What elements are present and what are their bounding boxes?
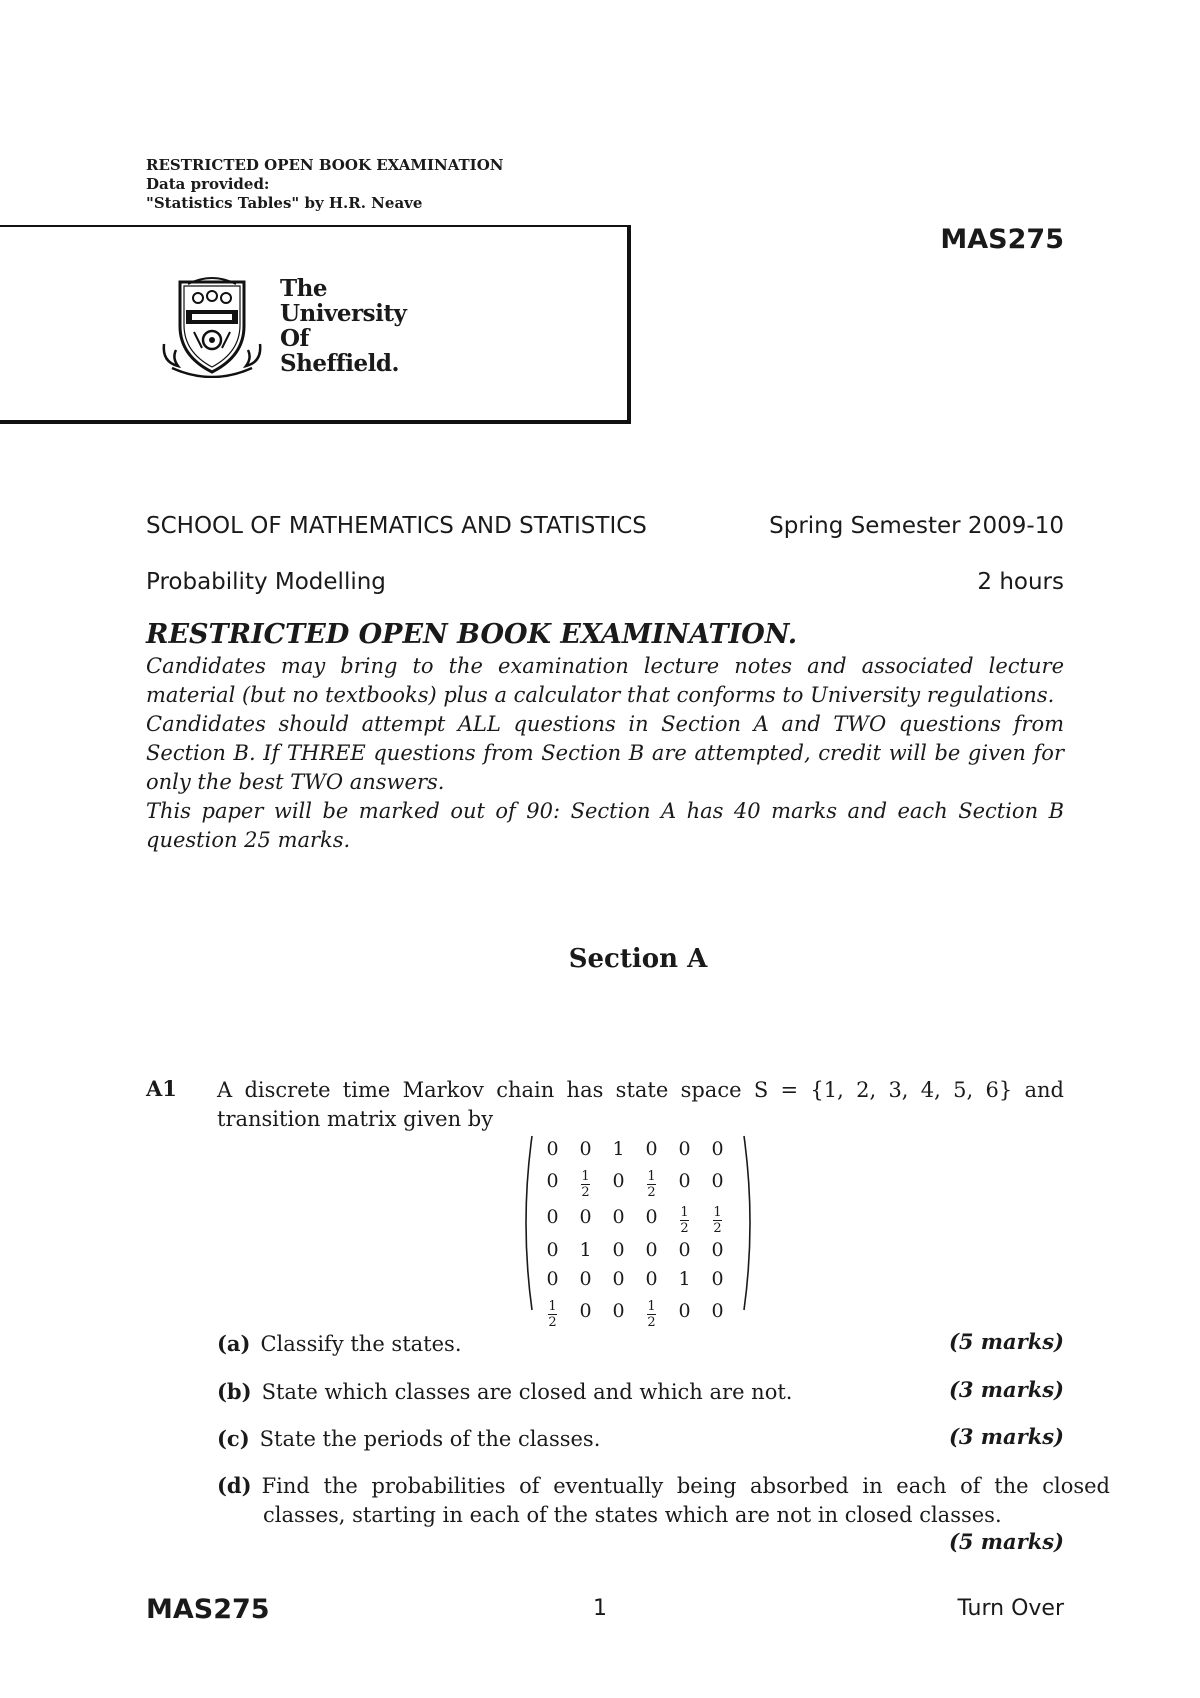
matrix-fraction: $\frac{1}{2}$	[647, 1169, 656, 1200]
question-part	[217, 1471, 1110, 1530]
matrix-row	[536, 1163, 734, 1199]
matrix-cell: 0	[645, 1238, 658, 1261]
part-label: (d)	[217, 1473, 252, 1498]
matrix-cell: 0	[711, 1170, 724, 1192]
part-label: (a)	[217, 1331, 251, 1356]
matrix-cell: 0	[645, 1267, 658, 1290]
matrix-cell: 0	[678, 1238, 691, 1261]
instructions	[146, 652, 1064, 855]
matrix-cell: 1	[579, 1238, 592, 1261]
footer-course-code: MAS275	[146, 1594, 270, 1625]
matrix-cell	[668, 1199, 701, 1235]
course-code-top: MAS275	[940, 224, 1064, 255]
matrix-cell: 0	[612, 1300, 625, 1322]
semester: Spring Semester 2009-10	[769, 513, 1064, 539]
matrix-fraction: $\frac{1}{2}$	[581, 1169, 590, 1200]
matrix-cell: 0	[579, 1267, 592, 1290]
header-line: RESTRICTED OPEN BOOK EXAMINATION	[146, 156, 504, 174]
matrix-fraction: $\frac{1}{2}$	[713, 1205, 722, 1236]
part-text: Classify the states.	[260, 1332, 462, 1356]
university-crest-icon	[158, 274, 266, 378]
duration: 2 hours	[977, 569, 1064, 595]
matrix-cell	[536, 1293, 569, 1329]
part-label: (c)	[217, 1426, 250, 1451]
matrix-grid	[536, 1134, 734, 1329]
part-text: State the periods of the classes.	[259, 1427, 601, 1451]
wordmark-line: Sheffield.	[280, 350, 399, 377]
part-text: State which classes are closed and which are not.	[261, 1380, 793, 1404]
exam-header-notes	[146, 156, 503, 213]
question-label: A1	[146, 1076, 177, 1101]
matrix-cell: 1	[612, 1137, 625, 1160]
turn-over: Turn Over	[957, 1596, 1064, 1621]
module-row	[146, 569, 1064, 595]
matrix-cell: 0	[678, 1137, 691, 1160]
matrix-row	[536, 1264, 734, 1293]
matrix-row	[536, 1235, 734, 1264]
matrix-cell: 0	[711, 1300, 724, 1322]
matrix-cell: 0	[678, 1170, 691, 1192]
section-title: Section A	[568, 944, 708, 974]
matrix-row	[536, 1199, 734, 1235]
part-marks: (3 marks)	[948, 1424, 1064, 1449]
university-wordmark	[280, 276, 406, 376]
question-part	[217, 1424, 837, 1454]
transition-matrix	[520, 1134, 756, 1330]
part-marks: (5 marks)	[948, 1529, 1064, 1554]
matrix-cell	[701, 1199, 734, 1235]
matrix-cell: 0	[678, 1300, 691, 1322]
instruction-paragraph: This paper will be marked out of 90: Section A has 40 marks and each Section B question 25 marks.	[146, 799, 1064, 852]
matrix-cell: 0	[579, 1137, 592, 1160]
matrix-cell: 0	[579, 1300, 592, 1322]
matrix-cell: 0	[579, 1206, 592, 1228]
wordmark-line: University	[280, 300, 407, 327]
part-label: (b)	[217, 1379, 252, 1404]
matrix-cell: 0	[612, 1206, 625, 1228]
matrix-row	[536, 1293, 734, 1329]
matrix-cell: 0	[645, 1137, 658, 1160]
matrix-cell: 0	[711, 1267, 724, 1290]
school-row	[146, 513, 1064, 539]
part-marks: (3 marks)	[948, 1377, 1064, 1402]
matrix-fraction: $\frac{1}{2}$	[647, 1299, 656, 1330]
matrix-cell: 0	[546, 1238, 559, 1261]
matrix-cell	[569, 1163, 602, 1199]
matrix-cell	[635, 1293, 668, 1329]
wordmark-line: Of	[280, 325, 309, 352]
instructions-title: RESTRICTED OPEN BOOK EXAMINATION.	[146, 619, 798, 650]
header-line: "Statistics Tables" by H.R. Neave	[146, 194, 423, 212]
matrix-cell: 1	[678, 1267, 691, 1290]
matrix-cell	[635, 1163, 668, 1199]
part-text: Find the probabilities of eventually being absorbed in each of the closed classes, starting in each of the states which are not in closed classes.	[261, 1474, 1110, 1527]
page-number: 1	[593, 1596, 607, 1621]
module-name: Probability Modelling	[146, 569, 386, 595]
matrix-row	[536, 1134, 734, 1163]
matrix-cell: 0	[546, 1170, 559, 1192]
matrix-cell: 0	[546, 1206, 559, 1228]
matrix-fraction: $\frac{1}{2}$	[680, 1205, 689, 1236]
part-marks: (5 marks)	[948, 1329, 1064, 1354]
question-part	[217, 1329, 837, 1359]
matrix-cell: 0	[612, 1267, 625, 1290]
matrix-cell: 0	[711, 1238, 724, 1261]
matrix-cell: 0	[546, 1137, 559, 1160]
question-part	[217, 1377, 837, 1407]
matrix-cell: 0	[612, 1238, 625, 1261]
instruction-paragraph: Candidates should attempt ALL questions in Section A and TWO questions from Section B. If THREE questions from Section B are attempted, credit will be given for only the best TWO answers.	[146, 712, 1064, 794]
matrix-fraction: $\frac{1}{2}$	[548, 1299, 557, 1330]
matrix-cell: 0	[612, 1170, 625, 1192]
matrix-cell: 0	[711, 1137, 724, 1160]
matrix-cell: 0	[546, 1267, 559, 1290]
instruction-paragraph: Candidates may bring to the examination lecture notes and associated lecture material (but no textbooks) plus a calculator that conforms to University regulations.	[146, 654, 1064, 707]
header-line: Data provided:	[146, 175, 270, 193]
school-name: SCHOOL OF MATHEMATICS AND STATISTICS	[146, 513, 647, 539]
matrix-cell: 0	[645, 1206, 658, 1228]
wordmark-line: The	[280, 275, 327, 302]
question-text: A discrete time Markov chain has state space S = {1, 2, 3, 4, 5, 6} and transition matrix given by	[217, 1078, 1064, 1131]
